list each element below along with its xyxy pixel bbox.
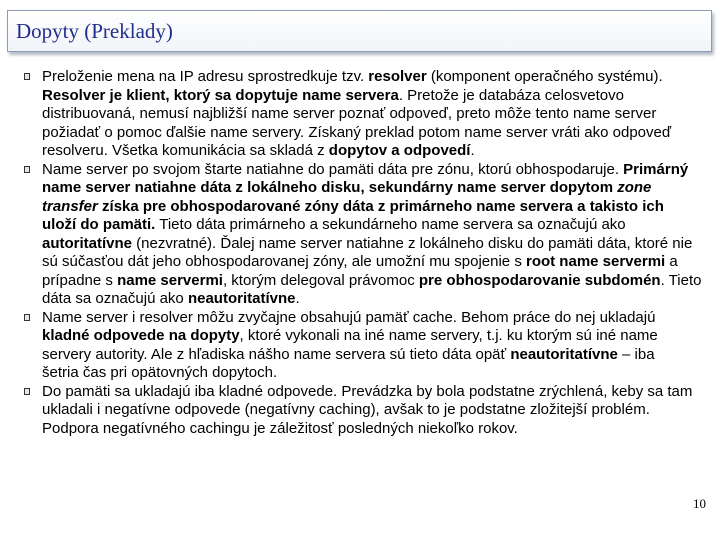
slide-title: Dopyty (Preklady): [16, 19, 173, 43]
bullet-marker-icon: [24, 388, 30, 395]
bullet-negative-caching: Do pamäti sa ukladajú iba kladné odpovede. Prevádzka by bola podstatne zrýchlená, keby sa tam ukladali i negatívne odpovede (negatívny caching), avšak to je podstatne zložitejší problém. Podpora negatívného cachingu je záležitosť posledných niekoľko rokov.: [24, 383, 702, 439]
bullet-resolver: Preloženie mena na IP adresu sprostredkuje tzv. resolver (komponent operačného systému). Resolver je klient, ktorý sa dopytuje name servera. Pretože je databáza celosvetovo distribuovaná, nemusí najbližší name server poznať odpoveď, preto môže tento name server požiadať o pomoc ďalšie name servery. Získaný preklad potom name server vráti ako odpoveď resolveru. Všetka komunikácia sa skladá z dopytov a odpovedí.: [24, 68, 702, 161]
bullet-marker-icon: [24, 166, 30, 173]
slide-content: [24, 68, 702, 438]
bullet-name-server: Name server po svojom štarte natiahne do pamäti dáta pre zónu, ktorú obhospodaruje. Primárný name server natiahne dáta z lokálneho disku, sekundárny name server dopytom zone transfer získa pre obhospodarované zóny dáta z primárneho name servera a takisto ich uloží do pamäti. Tieto dáta primárneho a sekundárneho name servera sa označujú ako autoritatívne (nezvratné). Ďalej name server natiahne z lokálneho disku do pamäti dáta, ktoré nie sú súčasťou dát jeho obhospodarovanej zóny, ale umožní mu spojenie s root name servermi a prípadne s name servermi, ktorým delegoval právomoc pre obhospodarovanie subdomén. Tieto dáta sa označujú ako neautoritatívne.: [24, 161, 702, 309]
bullet-marker-icon: [24, 73, 30, 80]
bullet-marker-icon: [24, 314, 30, 321]
page-number: 10: [693, 496, 706, 511]
bullet-cache: Name server i resolver môžu zvyčajne obsahujú pamäť cache. Behom práce do nej ukladajú kladné odpovede na dopyty, ktoré vykonali na iné name servery, t.j. ku ktorým sú iné name servery autority. Ale z hľadiska nášho name servera sú tieto dáta opäť neautoritatívne – iba šetria čas pri opätovných dopytoch.: [24, 309, 702, 383]
slide-title-box: [7, 10, 712, 52]
